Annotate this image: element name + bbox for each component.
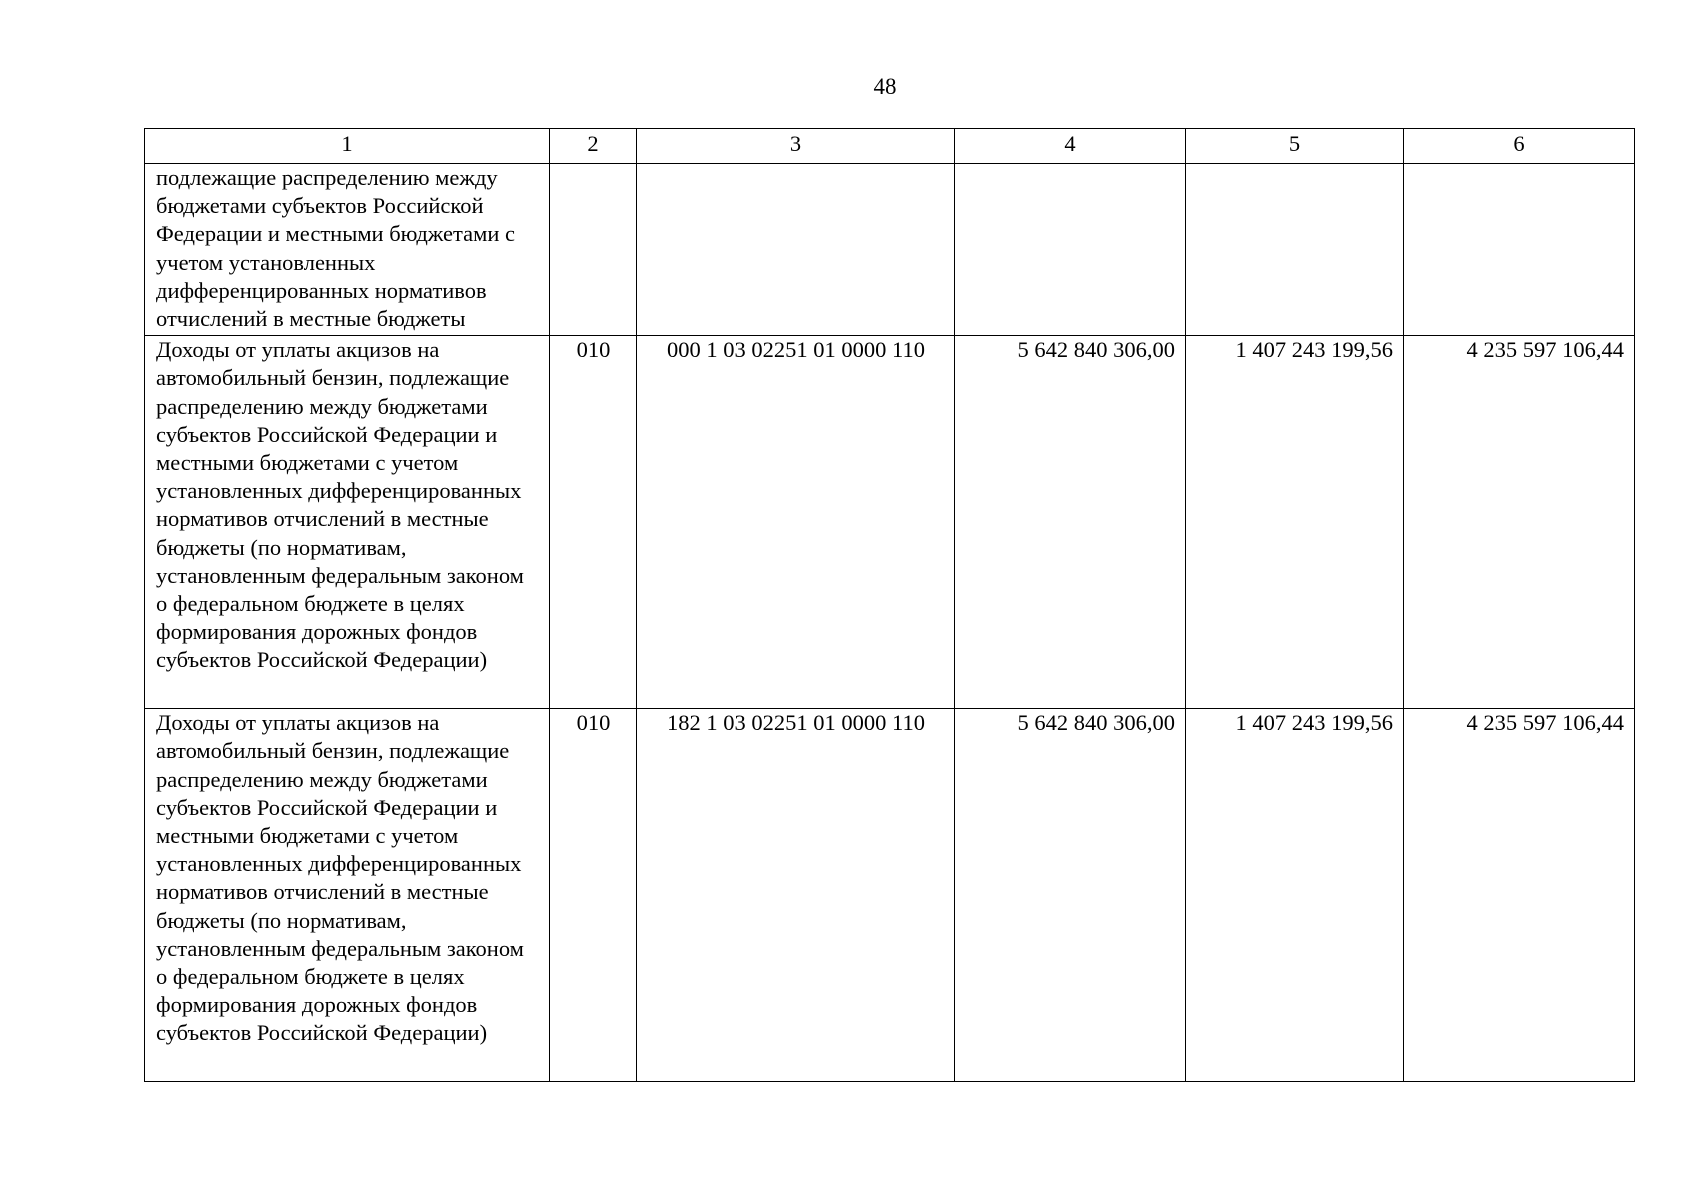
column-header-1: 1 xyxy=(145,129,550,164)
line-code-cell: 010 xyxy=(550,336,637,709)
line-code-cell: 010 xyxy=(550,709,637,1082)
executed-amount-cell: 1 407 243 199,56 xyxy=(1186,336,1404,709)
unexecuted-amount-cell xyxy=(1404,164,1635,336)
column-header-6: 6 xyxy=(1404,129,1635,164)
budget-code-cell: 182 1 03 02251 01 0000 110 xyxy=(637,709,955,1082)
column-header-2: 2 xyxy=(550,129,637,164)
unexecuted-amount-cell: 4 235 597 106,44 xyxy=(1404,336,1635,709)
unexecuted-amount-cell: 4 235 597 106,44 xyxy=(1404,709,1635,1082)
header-row xyxy=(145,129,1635,164)
approved-amount-cell: 5 642 840 306,00 xyxy=(955,336,1186,709)
approved-amount-cell: 5 642 840 306,00 xyxy=(955,709,1186,1082)
approved-amount-cell xyxy=(955,164,1186,336)
budget-code-cell xyxy=(637,164,955,336)
income-name-cell: Доходы от уплаты акцизов на автомобильный бензин, подлежащие распределению между бюджетами субъектов Российской Федерации и местными бюджетами с учетом установленных дифференцированных нормативов отчислений в местные бюджеты (по нормативам, установленным федеральным законом о федеральном бюджете в целях формирования дорожных фондов субъектов Российской Федерации) xyxy=(145,336,550,709)
income-name-cell: Доходы от уплаты акцизов на автомобильный бензин, подлежащие распределению между бюджетами субъектов Российской Федерации и местными бюджетами с учетом установленных дифференцированных нормативов отчислений в местные бюджеты (по нормативам, установленным федеральным законом о федеральном бюджете в целях формирования дорожных фондов субъектов Российской Федерации) xyxy=(145,709,550,1082)
page-number: 48 xyxy=(873,74,897,99)
column-header-4: 4 xyxy=(955,129,1186,164)
table-row xyxy=(145,164,1635,336)
column-header-5: 5 xyxy=(1186,129,1404,164)
executed-amount-cell: 1 407 243 199,56 xyxy=(1186,709,1404,1082)
budget-table xyxy=(144,128,1635,1082)
executed-amount-cell xyxy=(1186,164,1404,336)
column-header-3: 3 xyxy=(637,129,955,164)
table-row xyxy=(145,336,1635,709)
table-row xyxy=(145,709,1635,1082)
budget-code-cell: 000 1 03 02251 01 0000 110 xyxy=(637,336,955,709)
income-name-cell: подлежащие распределению между бюджетами субъектов Российской Федерации и местными бюджетами с учетом установленных дифференцированных нормативов отчислений в местные бюджеты xyxy=(145,164,550,336)
line-code-cell xyxy=(550,164,637,336)
